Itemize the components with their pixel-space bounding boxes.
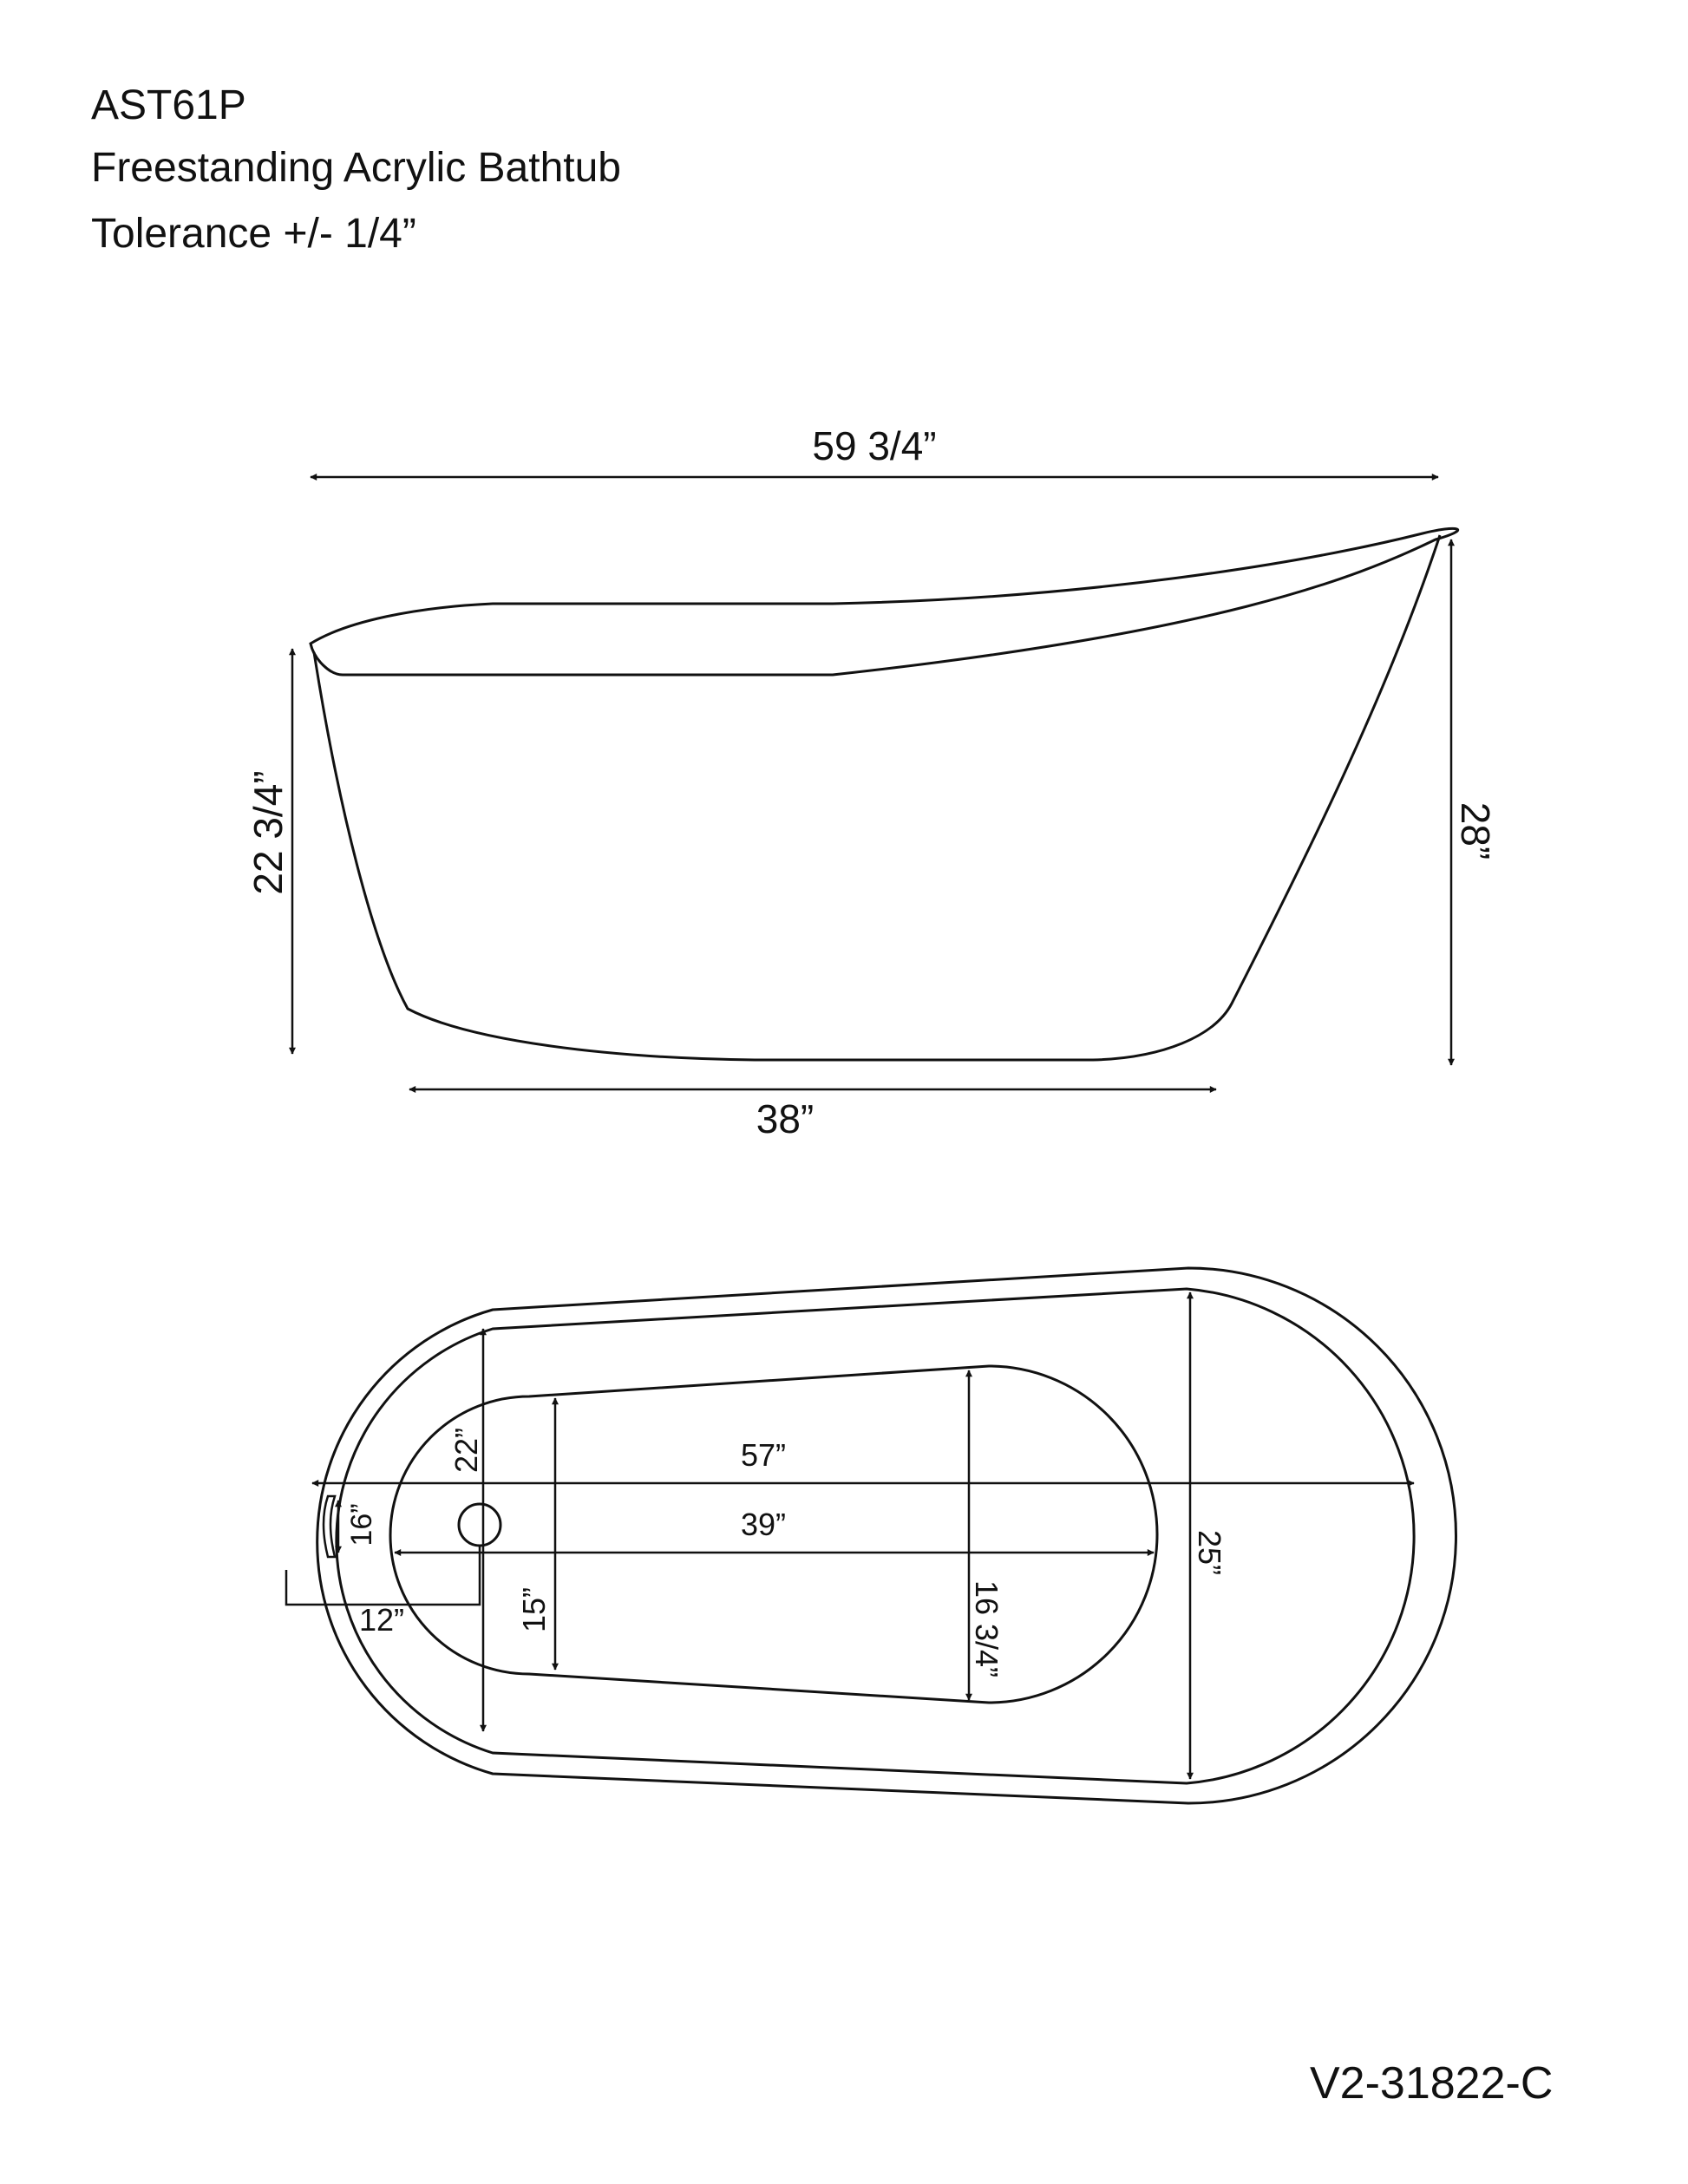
dim-label-foot-height: 22 3/4” — [245, 770, 291, 895]
tolerance-note: Tolerance +/- 1/4” — [91, 211, 416, 257]
side-view — [245, 423, 1498, 1141]
model-number: AST61P — [91, 82, 246, 128]
tub-side-profile — [311, 528, 1458, 675]
top-view — [286, 1268, 1456, 1803]
product-name: Freestanding Acrylic Bathtub — [91, 145, 621, 191]
dim-label-floor-head-width: 16 3/4” — [969, 1579, 1004, 1678]
dim-label-floor-length: 39” — [740, 1507, 787, 1542]
dim-label-base-length: 38” — [756, 1096, 815, 1141]
dim-label-floor-foot-width: 15” — [516, 1586, 552, 1633]
dim-label-overall-length: 59 3/4” — [812, 423, 937, 468]
dim-label-drain-from-wall: 16” — [345, 1503, 378, 1546]
drain-icon — [459, 1504, 501, 1546]
document-code: V2-31822-C — [1310, 2058, 1554, 2109]
overflow-icon — [324, 1496, 335, 1557]
tub-outer-rim — [317, 1268, 1456, 1803]
dim-line-drain-offset — [286, 1546, 480, 1605]
dim-label-drain-offset: 12” — [358, 1602, 405, 1638]
dim-label-head-height: 28” — [1453, 801, 1498, 860]
tub-side-body — [314, 535, 1440, 1060]
dim-label-top-overall-length: 57” — [740, 1437, 787, 1473]
dim-label-overall-width: 25” — [1192, 1529, 1227, 1576]
dim-label-foot-width: 22” — [448, 1427, 484, 1474]
